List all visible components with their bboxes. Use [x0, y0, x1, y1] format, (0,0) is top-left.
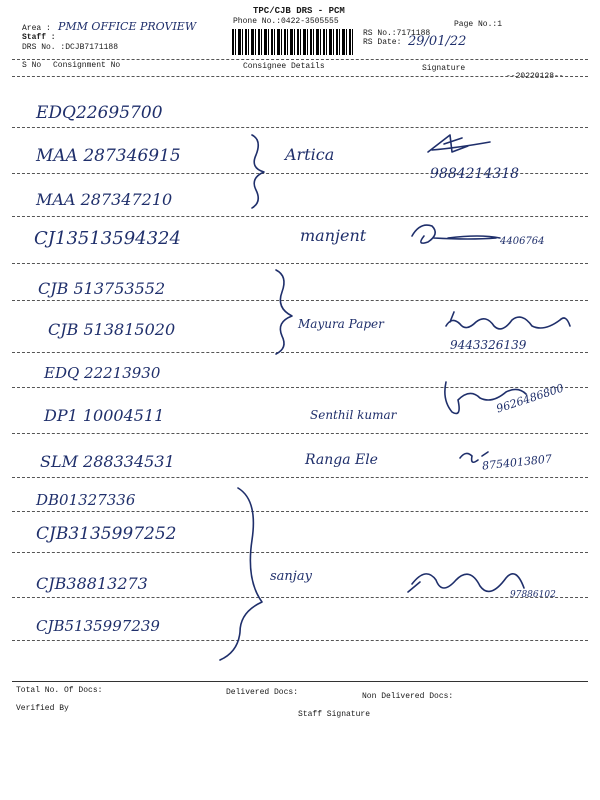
verified-by-label: Verified By [16, 704, 69, 713]
consignee-name: Mayura Paper [298, 317, 384, 331]
consignment-number: MAA 287346915 [36, 146, 181, 166]
consignee-name: Ranga Ele [305, 452, 378, 468]
consignment-number: CJB 513753552 [38, 279, 166, 298]
rs-date-label: RS Date: [363, 38, 402, 47]
page-number: Page No.:1 [454, 20, 503, 29]
delivered-docs-label: Delivered Docs: [226, 688, 299, 697]
consignment-number: CJB3135997252 [36, 524, 177, 544]
area-label: Area : [22, 24, 51, 33]
total-docs-label: Total No. Of Docs: [16, 686, 103, 695]
signature-phone: 9443326139 [450, 338, 527, 352]
consignment-number: DP1 10004511 [44, 406, 165, 425]
date-code: --20220128-- [506, 72, 564, 81]
consignment-number: EDQ 22213930 [44, 364, 161, 382]
consignee-name: manjent [300, 226, 367, 245]
consignment-number: DB01327336 [36, 491, 136, 509]
staff-signature-label: Staff Signature [298, 710, 371, 719]
signature-phone: 9884214318 [430, 166, 520, 182]
consignment-number: CJB5135997239 [36, 617, 160, 635]
col-sno: S No [22, 61, 42, 70]
col-consignee: Consignee Details [243, 62, 325, 71]
consignee-name: Senthil kumar [310, 408, 397, 422]
staff-label: Staff : [22, 33, 56, 42]
signature-phone: 8754013807 [481, 452, 553, 473]
consignment-number: CJB 513815020 [48, 320, 176, 339]
signature-phone: 97886102 [510, 590, 556, 600]
consignment-number: CJ13513594324 [34, 228, 181, 249]
area-value: PMM OFFICE PROVIEW [58, 20, 197, 33]
consignment-number: SLM 288334531 [40, 452, 175, 471]
drs-number: DRS No. :DCJB7171188 [22, 43, 119, 52]
signature-phone: 4406764 [500, 236, 545, 247]
rs-date-value: 29/01/22 [408, 34, 467, 49]
consignment-number: MAA 287347210 [36, 190, 173, 209]
phone-number: Phone No.:0422-3505555 [233, 17, 339, 26]
consignment-number: EDQ22695700 [36, 103, 163, 123]
non-delivered-docs-label: Non Delivered Docs: [362, 692, 454, 701]
col-signature: Signature [422, 64, 466, 73]
consignee-name: sanjay [270, 569, 312, 584]
col-consignment: Consignment No [53, 61, 121, 70]
rs-number: RS No.:7171188 [363, 29, 431, 38]
consignee-name: Artica [285, 145, 335, 164]
consignment-number: CJB38813273 [36, 574, 148, 593]
document-title: TPC/CJB DRS - PCM [253, 6, 345, 16]
signature-phone: 9626486800 [494, 381, 566, 416]
